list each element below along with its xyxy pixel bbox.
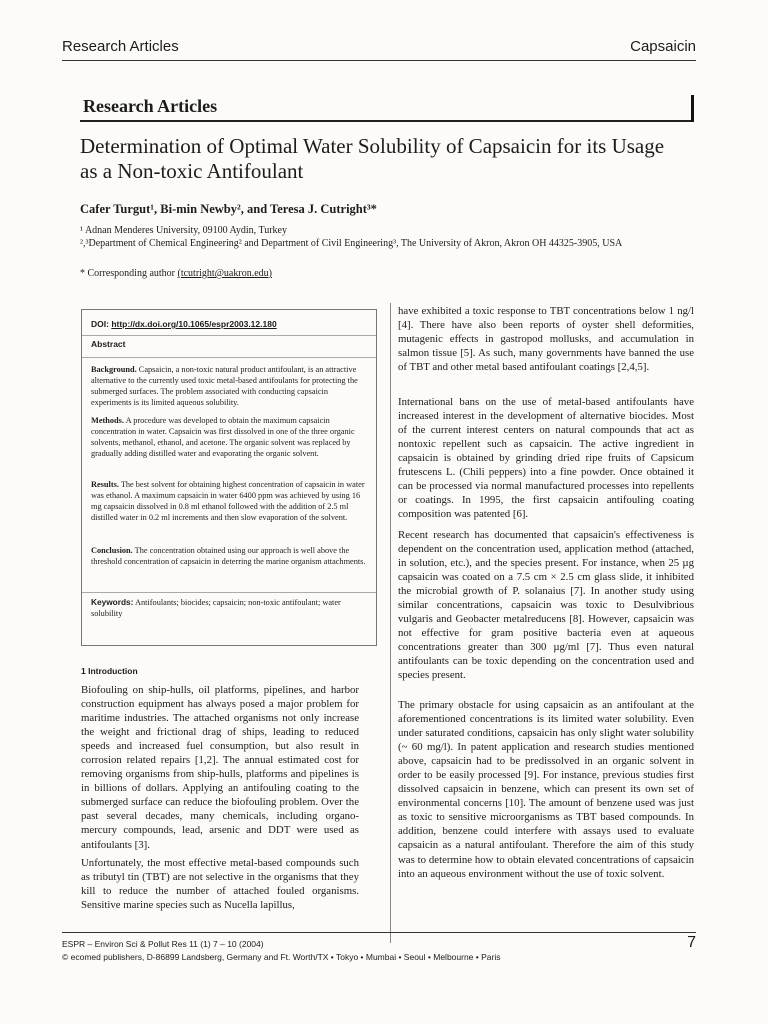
section-rule	[80, 120, 694, 122]
body-paragraph: Biofouling on ship-hulls, oil platforms, pipelines, and harbor construction equipment has always posed a major problem for maritime industries. The attached organisms not only increase the weight and frictional drag of ships, leading to reduced speeds and increased fuel consumption, but also result in corrosion related repairs [1,2]. The annual estimated cost for removing organisms from ship-hulls, platforms and pipelines is in billions of dollars. Applying an antifouling coating to the submerged surface can reduce the biofouling problem. Over the past several decades, many chemicals, including organo-mercury compounds, lead, arsenic and DDT were used as antifoulants [3].	[81, 684, 359, 851]
abstract-background-text: Capsaicin, a non-toxic natural product antifoulant, is an attractive alternative to the currently used toxic metal-based antifoulants for protecting the submerged surfaces. The problem associated with conducting capsaicin experiments is its limited aqueous solubility.	[91, 365, 358, 407]
page-number: 7	[687, 934, 696, 951]
abstract-background	[91, 365, 370, 409]
section-rule-end-mark	[691, 95, 694, 122]
keywords-divider	[82, 592, 376, 593]
abstract-methods-lead: Methods.	[91, 416, 124, 425]
doi-label: DOI:	[91, 319, 109, 329]
footer-divider	[62, 932, 696, 933]
section-title: Research Articles	[83, 96, 218, 116]
affiliation-1: ¹ Adnan Menderes University, 09100 Aydin, Turkey	[80, 225, 287, 236]
corresponding-author-email[interactable]: (tcutright@uakron.edu)	[177, 268, 272, 279]
doi-line	[82, 310, 376, 336]
body-paragraph: The primary obstacle for using capsaicin as an antifoulant at the aforementioned concentrations is its limited water solubility. Even under saturated conditions, capsaicin has only slight water solubility (~ 60 mg/l). In patent application and research studies mentioned above, capsaicin had to be predissolved in an organic solvent in order to be easily processed [9]. For instance, previous studies first dissolved capsaicin in benzene, which can present its own set of environmental concerns [10]. The amount of benzene used was just as toxic to sensitive microorganisms as TBT based compounds. In addition, benzene could interfere with assays used to evaluate capsaicin as a natural antifoulant. Therefore the aim of this study was to determine how to obtain elevated concentrations of capsaicin into an aqueous environment without the use of toxic solvent.	[398, 699, 694, 880]
running-header-left: Research Articles	[62, 38, 179, 55]
article-title: Determination of Optimal Water Solubility of Capsaicin for its Usage as a Non-toxic Antifoulant	[80, 134, 665, 183]
abstract-background-lead: Background.	[91, 365, 137, 374]
abstract-box	[81, 309, 377, 646]
body-paragraph: Unfortunately, the most effective metal-based compounds such as tributyl tin (TBT) are not selective in the organisms that they kill to reduce the number of attached fouled organisms. Sensitive marine species such as Nucella lapillus,	[81, 857, 359, 912]
introduction-heading: 1 Introduction	[81, 666, 138, 676]
journal-citation: ESPR – Environ Sci & Pollut Res 11 (1) 7 – 10 (2004)	[62, 939, 264, 949]
abstract-results-lead: Results.	[91, 480, 119, 489]
corresponding-author-label: * Corresponding author	[80, 268, 175, 279]
keywords-text: Antifoulants; biocides; capsaicin; non-toxic antifoulant; water solubility	[91, 598, 341, 618]
doi-link[interactable]: http://dx.doi.org/10.1065/espr2003.12.180	[111, 319, 277, 329]
abstract-conclusion-lead: Conclusion.	[91, 546, 133, 555]
column-divider	[390, 303, 391, 943]
abstract-conclusion-text: The concentration obtained using our approach is well above the threshold concentration of capsaicin in deterring the marine organism attachments.	[91, 546, 366, 566]
abstract-results	[91, 480, 370, 524]
abstract-conclusion	[91, 546, 370, 568]
body-paragraph: International bans on the use of metal-based antifoulants have increased interest in the development of alternative biocides. Most of the current interest centers on natural compounds that act as nontoxic repellent such as capsaicin. The active ingredient in capsaicin is obtained by grinding dried ripe fruits of Capsicum frutescens L. (Chili peppers) into a fine powder. Once obtained it can be processed via normal manufactured processes into repellents or coatings. In 1995, the first capsaicin antifouling coating composition was patented [6].	[398, 396, 694, 521]
abstract-heading: Abstract	[91, 339, 126, 349]
running-header-right: Capsaicin	[630, 38, 696, 55]
corresponding-author	[80, 268, 272, 279]
keywords	[91, 597, 370, 620]
author-list: Cafer Turgut¹, Bi-min Newby², and Teresa J. Cutright³*	[80, 202, 377, 216]
publisher-line: © ecomed publishers, D-86899 Landsberg, Germany and Ft. Worth/TX • Tokyo • Mumbai • Seoul • Melbourne • Paris	[62, 952, 501, 962]
header-divider	[62, 60, 696, 61]
abstract-results-text: The best solvent for obtaining highest concentration of capsaicin in water was ethanol. A maximum capsaicin in water 6400 ppm was achieved by using 16 mg capsaicin dissolved in 0.8 ml ethanol followed with the addition of 2.5 ml distilled water in 0.2 ml increments and then slow evaporation of the solvent.	[91, 480, 365, 522]
abstract-methods	[91, 416, 370, 460]
body-paragraph: have exhibited a toxic response to TBT concentrations below 1 ng/l [4]. There have also been reports of oyster shell deformities, mutagenic effects in gastropod mollusks, and accumulation in salmon tissue [5]. As such, many governments have banned the use of TBT and other metal based antifoulant coatings [2,4,5].	[398, 305, 694, 374]
body-paragraph: Recent research has documented that capsaicin's effectiveness is dependent on the concentration used, application method (attached, in solution, etc.), and the species present. For instance, when 25 µg capsaicin was coated on a 7.5 cm × 2.5 cm glass slide, it inhibited the microbial growth of P. solanaius [7]. In another study using similar concentrations, capsaicin was toxic to Desulvibrious vulgaris and Geobacter metalreducens [8]. However, capsaicin was not effective for gram positive bacteria even at aqueous concentrations greater than 300 µg/ml [7]. Thus even natural antifoulants can be toxic depending on the concentration used and species present.	[398, 529, 694, 682]
abstract-divider	[82, 357, 376, 358]
affiliation-2: ²,³Department of Chemical Engineering² and Department of Civil Engineering³, The University of Akron, Akron OH 44325-3905, USA	[80, 238, 623, 249]
keywords-label: Keywords:	[91, 597, 134, 607]
abstract-methods-text: A procedure was developed to obtain the maximum capsaicin concentration in water. Capsaicin was first dissolved in one of the three organic solvents, methanol, ethanol, and acetone. The organic solvent was replaced by gradually adding distilled water and evaporating the organic solvent.	[91, 416, 355, 458]
